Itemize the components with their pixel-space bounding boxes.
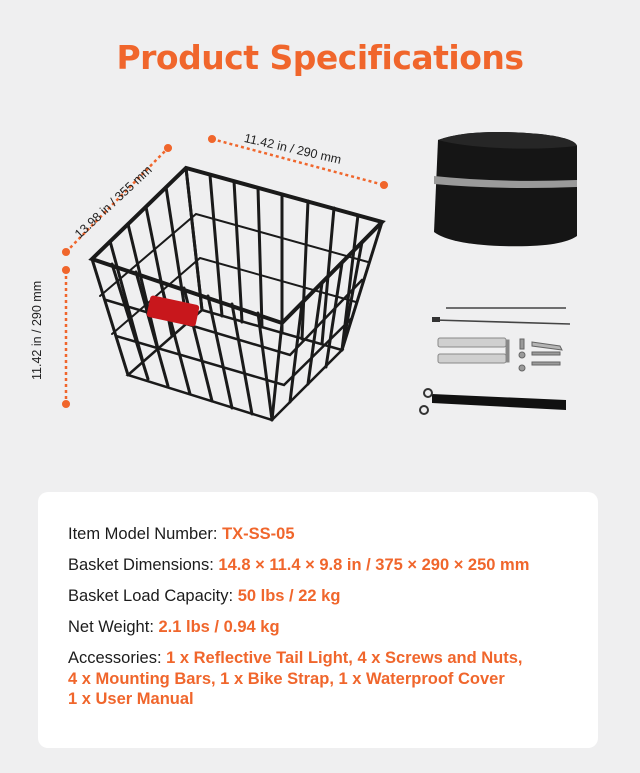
spec-net-weight — [68, 617, 583, 637]
spec-load-capacity — [68, 586, 583, 606]
waterproof-cover-icon — [434, 132, 577, 246]
spec-value: 50 lbs / 22 kg — [237, 587, 341, 605]
page-title: Product Specifications — [116, 38, 524, 77]
spec-label: Basket Load Capacity: — [68, 587, 238, 605]
spec-value: 14.8 × 11.4 × 9.8 in / 375 × 290 × 250 mm — [218, 556, 530, 574]
spec-label: Basket Dimensions: — [68, 556, 219, 574]
accessories-line-2: 4 x Mounting Bars, 1 x Bike Strap, 1 x Waterproof Cover — [68, 669, 505, 688]
depth-dimension-label: 13.98 in / 355 mm — [72, 162, 155, 242]
width-dimension-label: 11.42 in / 290 mm — [242, 131, 343, 167]
screws-and-nuts-icon — [519, 339, 562, 371]
spec-value: TX-SS-05 — [222, 525, 295, 543]
spec-label: Accessories: — [68, 649, 167, 667]
mounting-bars-icon — [438, 338, 509, 363]
spec-label: Net Weight: — [68, 618, 159, 636]
height-dimension-label: 11.42 in / 290 mm — [30, 280, 44, 380]
accessories-line-3: 1 x User Manual — [68, 690, 194, 708]
spec-value: 2.1 lbs / 0.94 kg — [158, 618, 280, 636]
spec-basket-dimensions — [68, 555, 583, 575]
spec-model-number — [68, 524, 583, 544]
basket-icon — [92, 168, 382, 420]
reflector-icon — [146, 295, 199, 327]
specifications-list — [68, 524, 583, 721]
specifications-card — [38, 492, 598, 748]
bike-strap-icon — [420, 389, 566, 414]
spec-label: Item Model Number: — [68, 525, 223, 543]
cable-ties-icon — [432, 308, 570, 324]
spec-accessories — [68, 648, 583, 710]
accessories-line-1: 1 x Reflective Tail Light, 4 x Screws and Nuts, — [166, 649, 523, 667]
